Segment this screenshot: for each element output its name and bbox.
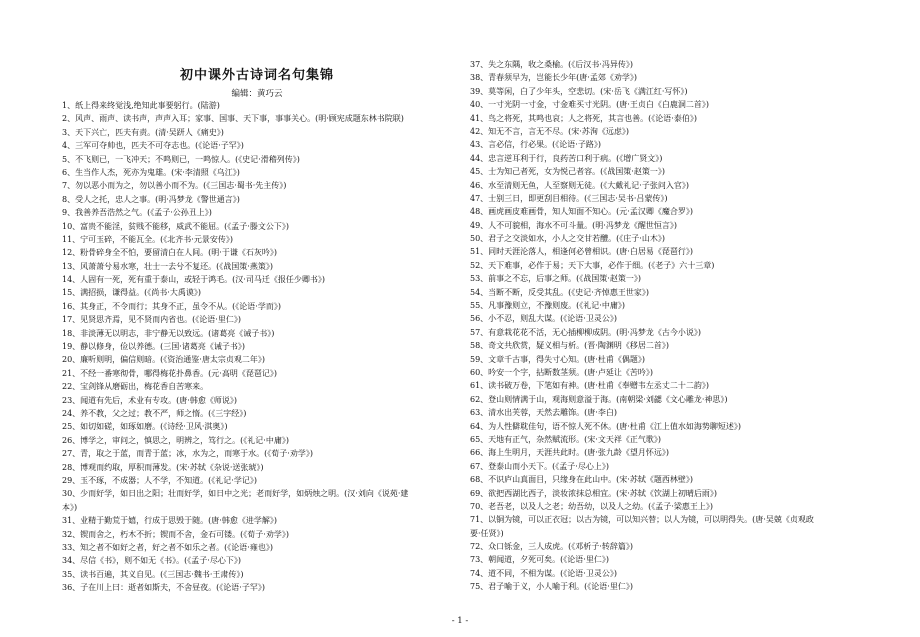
quote-line: 5、不飞则已，一飞冲天；不鸣则已，一鸣惊人。(《史记·滑稽列传》) <box>62 154 300 164</box>
quote-line: 11、宁可玉碎，不能瓦全。(《北齐书·元景安传》) <box>62 234 233 244</box>
quote-line: 要·任贤》) <box>470 528 504 538</box>
quote-line: 8、受人之托，忠人之事。(明·冯梦龙《警世通言》) <box>62 194 240 204</box>
quote-line: 62、登山则情满于山，观海则意溢于海。(南朝梁·刘勰《文心雕龙·神思》) <box>470 394 728 404</box>
quote-line: 6、生当作人杰，死亦为鬼雄。(宋·李清照《乌江》) <box>62 167 240 177</box>
quote-list-right <box>470 58 866 594</box>
quote-line: 15、满招损，谦得益。(《尚书·大禹谟》) <box>62 288 201 298</box>
quote-line: 44、忠言逆耳利于行，良药苦口利于病。(《增广贤文》) <box>470 153 663 163</box>
quote-line: 25、如切如磋，如琢如磨。(《诗经·卫风·淇奥》) <box>62 422 228 432</box>
quote-line: 61、读书破万卷，下笔如有神。(唐·杜甫《奉赠韦左丞丈二十二韵》) <box>470 381 709 391</box>
quote-line: 本》) <box>62 502 78 512</box>
quote-line: 4、三军可夺帅也，匹夫不可夺志也。(《论语·子罕》) <box>62 141 244 151</box>
document-title: 初中课外古诗词名句集锦 <box>179 68 334 83</box>
quote-line: 36、子在川上曰：逝者如斯夫，不舍昼夜。(《论语·子罕》) <box>62 583 265 593</box>
quote-line: 46、水至清则无鱼，人至察则无徒。(《大戴礼记·子张问入官》) <box>470 180 689 190</box>
quote-line: 21、不经一番寒彻骨，哪得梅花扑鼻香。(元·高明《琵琶记》) <box>62 368 277 378</box>
quote-line: 41、鸟之将死，其鸣也哀；人之将死，其言也善。(《论语·泰伯》) <box>470 113 697 123</box>
quote-line: 50、君子之交淡如水，小人之交甘若醴。(《庄子·山木》) <box>470 234 665 244</box>
quote-line: 40、一寸光阴一寸金，寸金难买寸光阴。(唐·王贞白《白鹿洞二首》) <box>470 100 709 110</box>
quote-line: 45、士为知己者死，女为悦己者容。(《战国策·赵策一》) <box>470 167 665 177</box>
quote-line: 55、凡事豫则立，不豫则废。(《礼记·中庸》) <box>470 301 625 311</box>
quote-line: 10、富贵不能淫，贫贱不能移，威武不能屈。(《孟子·滕文公下》) <box>62 221 289 231</box>
quote-line: 48、画虎画皮难画骨，知人知面不知心。(元·孟汉卿《魔合罗》) <box>470 207 693 217</box>
quote-line: 59、文章千古事，得失寸心知。(唐·杜甫《偶题》) <box>470 354 645 364</box>
quote-line: 49、人不可貌相，海水不可斗量。(明·冯梦龙《醒世恒言》) <box>470 220 677 230</box>
quote-line: 38、青春须早为，岂能长少年(唐·孟郊《劝学》) <box>470 73 637 83</box>
quote-line: 42、知无不言，言无不尽。(宋·苏洵《远虑》) <box>470 126 629 136</box>
quote-line: 23、闻道有先后，术业有专攻。(唐·韩愈《师说》) <box>62 395 237 405</box>
quote-line: 54、当断不断，反受其乱。(《史记·齐悼惠王世家》) <box>470 287 649 297</box>
quote-line: 12、粉骨碎身全不怕，要留清白在人间。(明·于谦《石灰吟》) <box>62 248 277 258</box>
quote-line: 16、其身正，不令而行；其身不正，虽令不从。(《论语·学而》) <box>62 301 281 311</box>
quote-line: 68、不识庐山真面目，只缘身在此山中。(宋·苏轼《题西林壁》) <box>470 475 693 485</box>
quote-line: 74、道不同，不相为谋。(《论语·卫灵公》) <box>470 568 617 578</box>
quote-line: 31、业精于勤荒于嬉，行成于思毁于随。(唐·韩愈《进学解》) <box>62 516 277 526</box>
quote-line: 43、言必信，行必果。(《论语·子路》) <box>470 140 601 150</box>
quote-line: 20、廉听则明，偏信则暗。(《资治通鉴·唐太宗贞观二年》) <box>62 355 265 365</box>
quote-line: 28、博观而约取，厚积而薄发。(宋·苏轼《杂说·送张琥》) <box>62 462 264 472</box>
quote-line: 63、清水出芙蓉，天然去雕饰。(唐·李白) <box>470 408 617 418</box>
document-author: 编辑：黄巧云 <box>231 89 283 99</box>
quote-line: 67、登泰山而小天下。(《孟子·尽心上》) <box>470 461 609 471</box>
quote-line: 39、莫等闲，白了少年头，空悲切。(宋·岳飞《满江红·写怀》) <box>470 86 688 96</box>
quote-line: 56、小不忍，则乱大谋。(《论语·卫灵公》) <box>470 314 617 324</box>
quote-line: 57、有意栽花花不活，无心插柳柳成阴。(明·冯梦龙《古今小说》) <box>470 327 701 337</box>
quote-line: 9、我善养吾浩然之气。(《孟子·公孙丑上》) <box>62 208 212 218</box>
quote-line: 32、锲而舍之，朽木不折；锲而不舍，金石可镂。(《荀子·劝学》) <box>62 529 289 539</box>
quote-line: 37、失之东隅，收之桑榆。(《后汉书·冯异传》) <box>470 60 633 69</box>
quote-line: 1、纸上得来终觉浅,绝知此事要躬行。(陆游) <box>62 101 220 110</box>
quote-line: 3、天下兴亡，匹夫有责。(清·吴趼人《痛史》) <box>62 127 224 137</box>
quote-line: 51、同时天涯沦落人，相逢何必曾相识。(唐·白居易《琵琶行》) <box>470 247 693 257</box>
quote-line: 60、吟安一个字，拈断数茎须。(唐·卢延让《苦吟》) <box>470 367 653 377</box>
quote-line: 19、静以修身，俭以养德。(三国·诸葛亮《诫子书》) <box>62 342 245 352</box>
quote-line: 66、海上生明月，天涯共此时。(唐·张九龄《望月怀远》) <box>470 448 669 458</box>
quote-line: 18、非淡薄无以明志，非宁静无以致远。(诸葛亮《诫子书》) <box>62 328 275 338</box>
quote-line: 75、君子喻于义，小人喻于利。(《论语·里仁》) <box>470 582 633 592</box>
quote-line: 58、奇文共欣赏，疑义相与析。(晋·陶渊明《移居二首》) <box>470 341 669 351</box>
quote-line: 35、读书百遍，其义自见。(《三国志·魏书·王肃传》) <box>62 569 244 579</box>
quote-line: 64、为人性僻耽佳句，语不惊人死不休。(唐·杜甫《江上值水如海势聊短述》) <box>470 421 741 431</box>
quote-line: 7、勿以恶小而为之，勿以善小而不为。(《三国志·蜀书·先主传》) <box>62 181 287 191</box>
page-number: - 1 - <box>451 616 469 626</box>
quote-line: 22、宝剑锋从磨砺出，梅花香自苦寒来。 <box>62 382 209 392</box>
quote-line: 52、天下难事，必作于易；天下大事，必作于细。(《老子》六十三章) <box>470 260 715 270</box>
quote-line: 69、欲把西湖比西子，淡妆浓抹总相宜。(宋·苏轼《饮湖上初晴后雨》) <box>470 488 717 498</box>
quote-line: 2、风声、雨声、读书声，声声入耳；家事、国事、天下事，事事关心。(明·顾宪成题东林书院联) <box>62 114 404 124</box>
quote-line: 72、众口铄金，三人成虎。(《邓析子·转辞篇》) <box>470 542 633 552</box>
quote-line: 27、青，取之于蓝，而青于蓝；冰，水为之，而寒于水。(《荀子·劝学》) <box>62 449 313 459</box>
quote-line: 47、士别三日，即更刮目相待。(《三国志·吴书·吕蒙传》) <box>470 193 668 203</box>
quote-line: 14、人固有一死，死有重于泰山，或轻于鸿毛。(汉·司马迁《报任少卿书》) <box>62 275 325 285</box>
quote-line: 26、博学之，审问之，慎思之，明辨之，笃行之。(《礼记·中庸》) <box>62 435 289 445</box>
quote-line: 65、天地有正气，杂然赋流形。(宋·文天祥《正气歌》) <box>470 434 661 444</box>
quote-line: 30、少而好学，如日出之阳；壮而好学，如日中之光；老而好学，如炳烛之明。(汉·刘向《说苑·建 <box>62 489 409 499</box>
quote-line: 53、前事之不忘，后事之师。(《战国策·赵策一》) <box>470 274 641 284</box>
quote-line: 73、朝闻道，夕死可矣。(《论语·里仁》) <box>470 555 609 565</box>
quote-line: 34、尽信《书》，则不如无《书》。(《孟子·尽心下》) <box>62 556 241 566</box>
quote-line: 33、知之者不如好之者，好之者不如乐之者。(《论语·雍也》) <box>62 542 273 552</box>
quote-line: 17、见贤思齐焉，见不贤而内省也。(《论语·里仁》) <box>62 315 241 325</box>
quote-line: 71、以铜为镜，可以正衣冠；以古为镜，可以知兴替；以人为镜，可以明得失。(唐·吴兢《贞观政 <box>470 515 814 525</box>
quote-line: 29、玉不琢，不成器；人不学，不知道。(《礼记·学记》) <box>62 475 257 485</box>
quote-line: 13、风萧萧兮易水寒，壮士一去兮不复还。(《战国策·燕策》) <box>62 261 273 271</box>
quote-line: 24、养不教，父之过；教不严，师之惰。(《三字经》) <box>62 408 247 418</box>
quote-line: 70、老吾老，以及人之老；幼吾幼，以及人之幼。(《孟子·梁惠王上》) <box>470 501 713 511</box>
quote-list-left <box>62 99 452 594</box>
